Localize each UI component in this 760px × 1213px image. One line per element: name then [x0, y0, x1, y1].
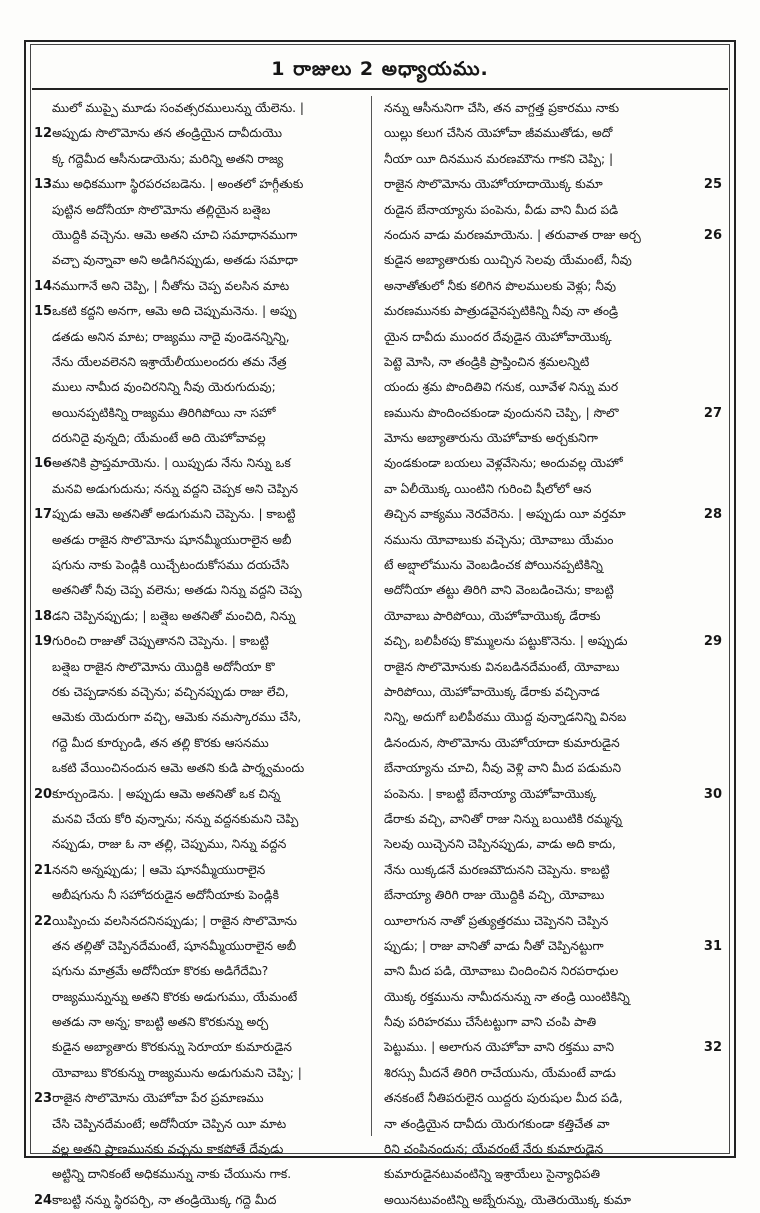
line-text: పారిపోయి, యెహోవాయొక్క డేరాకు వచ్చినాడ [384, 684, 600, 699]
verse-number: 23 [34, 1091, 53, 1107]
text-line [384, 223, 722, 248]
line-text: మనవి చేయ కోరి వున్నాను; నన్ను వద్దనకుమని చెప్పి [52, 811, 299, 826]
text-line [34, 451, 372, 476]
line-text: బేనాయ్యా తిరిగి రాజు యొద్దికి వచ్చి, యోవాబు [384, 888, 605, 903]
line-text: పెట్టె మోసి, నా తండ్రికి ప్రాప్తించిన శ్రమలన్నిటి [384, 354, 590, 369]
line-text: బేనాయ్యాను చూచి, నీవు వెళ్లి వాని మీద పడుమని [384, 761, 622, 776]
line-text: నముగానే అని చెప్పి, | నీతోను చెప్ప వలసిన మాట [52, 278, 290, 293]
text-line [34, 248, 372, 273]
text-line [384, 705, 722, 730]
line-text: అనాతోతులో నీకు కలిగిన పొలములకు వెళ్లు; నీవు [384, 278, 617, 293]
line-text: రకు చెప్పడానకు వచ్చెను; వచ్చినప్పుడు రాజు లేచి, [52, 684, 289, 699]
line-text: ఆమెకు యెదురుగా వచ్చి, ఆమెకు నమస్కారము చేసి, [52, 710, 302, 725]
line-text: యీలాగున నాతో ప్రత్యుత్తరము చెప్పెనని చెప్పిన [384, 913, 609, 928]
text-line [384, 1137, 722, 1162]
text-line [34, 401, 372, 426]
verse-number: 25 [703, 177, 722, 193]
verse-number: 15 [34, 304, 53, 320]
line-text: యైన దావీదు ముందర దేవుడైన యెహోవాయొక్క [384, 329, 612, 344]
text-line [34, 1137, 372, 1162]
text-line [34, 858, 372, 883]
verse-number: 31 [703, 938, 722, 954]
verse-number: 29 [703, 634, 722, 650]
line-text: నమును యోవాబుకు వచ్చెను; యోవాబు యేమం [384, 532, 614, 547]
line-text: కుమారుడైనటువంటిన్ని ఇశ్రాయేలు సైన్యాధిపతి [384, 1167, 601, 1182]
line-text: డతడు అనిన మాట; రాజ్యము నాదై వుండెనన్నిన్ని, [52, 329, 290, 344]
verse-number: 17 [34, 507, 53, 523]
verse-number: 26 [703, 227, 722, 243]
line-text: ము అధికముగా స్థిరపరచబడెను. | అంతలో హగ్గీతుకు [52, 177, 304, 192]
line-text: గురించి రాజుతో చెప్పుతానని చెప్పెను. | కాబట్టి [52, 634, 269, 649]
line-text: షగును నాకు పెండ్లికి యిచ్చేటందుకోసము దయచేసి [52, 558, 290, 573]
line-text: కుడైన అబ్యాతారుకు యిచ్చిన సెలవు యేమంటే, నీవు [384, 253, 632, 268]
text-line [384, 756, 722, 781]
text-line [34, 502, 372, 527]
text-line [34, 1112, 372, 1137]
text-line [34, 604, 372, 629]
verse-number: 13 [34, 177, 53, 193]
line-text: యొక్క రక్తమును నామీదనున్ను నా తండ్రి యింటికిన్ని [384, 989, 630, 1004]
text-line [384, 325, 722, 350]
text-line [384, 274, 722, 299]
line-text: యిప్పించు వలసినదనినప్పుడు; | రాజైన సొలొమోను [52, 913, 298, 928]
text-line [384, 909, 722, 934]
text-line [34, 985, 372, 1010]
line-text: రాజైన సొలొమోను యెహోయాదాయొక్క కుమా [384, 177, 603, 192]
line-text: నీవు పరిహరము చేసేటట్టుగా వాని చంపి పాతి [384, 1015, 597, 1030]
text-line [34, 274, 372, 299]
text-line [384, 1188, 722, 1213]
line-text: రుడైన బేనాయ్యాను పంపెను, వీడు వాని మీద పడి [384, 202, 619, 217]
page-header [32, 50, 728, 90]
text-line [34, 198, 372, 223]
line-text: నా తండ్రియైన దావీదు యెరుగకుండా కత్తిచేత వా [384, 1116, 610, 1131]
verse-number: 20 [34, 786, 53, 802]
text-line [384, 985, 722, 1010]
text-line [34, 655, 372, 680]
column-divider [371, 96, 372, 1136]
line-text: ఒకటి వేయించినందున ఆమె అతని కుడి పార్శ్వమందు [52, 761, 305, 776]
text-line [34, 528, 372, 553]
text-line [384, 350, 722, 375]
text-line [34, 1061, 372, 1086]
line-text: ననని అన్నప్పుడు; | ఆమె షూనమ్మీయురాలైన [52, 862, 266, 877]
text-line [384, 96, 722, 121]
text-line [34, 147, 372, 172]
text-line [34, 426, 372, 451]
text-line [34, 299, 372, 324]
line-text: నేను యేలవలెనని ఇశ్రాయేలీయులందరు తమ నేత్ర [52, 354, 287, 369]
text-line [34, 909, 372, 934]
line-text: నేను యిక్కడనే మరణమౌదునని చెప్పెను. కాబట్టి [384, 862, 610, 877]
text-line [34, 121, 372, 146]
text-line [384, 1010, 722, 1035]
text-line [34, 1035, 372, 1060]
line-text: ఒకటి కద్దని అనగా, ఆమె అది చెప్పుమనెను. | అప్పు [52, 304, 297, 319]
line-text: రాజ్యమున్నున్ను అతని కొరకు అడుగుము, యేమంటే [52, 989, 298, 1004]
line-text: కాబట్టి నన్ను స్థిరపర్చి, నా తండ్రియొక్క గద్దె మీద [52, 1192, 277, 1207]
text-line [34, 375, 372, 400]
text-line [384, 782, 722, 807]
line-text: మనవి అడుగుదును; నన్ను వద్దని చెప్పక అని చెప్పిన [52, 481, 299, 496]
text-line [384, 807, 722, 832]
verse-number: 14 [34, 278, 53, 294]
text-line [34, 223, 372, 248]
line-text: ప్పుడు ఆమె అతనితో అడుగుమని చెప్పెను. | కాబట్టి [52, 507, 296, 522]
line-text: ప్పుడు; | రాజు వానితో వాడు నీతో చెప్పినట్టుగా [384, 938, 604, 953]
text-line [34, 553, 372, 578]
text-line [384, 883, 722, 908]
text-line [384, 477, 722, 502]
text-line [384, 604, 722, 629]
verse-number: 12 [34, 126, 53, 142]
verse-number: 32 [703, 1040, 722, 1056]
line-text: మరణమునకు పాత్రుడవైనప్పటికిన్ని నీవు నా తండ్రి [384, 304, 619, 319]
text-line [384, 858, 722, 883]
text-line [34, 959, 372, 984]
line-text: యొద్దికి వచ్చెను. ఆమె అతని చూచి సమాధానముగా [52, 227, 298, 242]
line-text: నన్ను ఆసీనునిగా చేసి, తన వాగ్దత్త ప్రకారము నాకు [384, 101, 620, 115]
text-line [384, 248, 722, 273]
text-line [34, 934, 372, 959]
text-line [384, 1061, 722, 1086]
text-line [384, 502, 722, 527]
text-line [384, 680, 722, 705]
line-text: అతడు రాజైన సొలొమోను షూనమ్మీయురాలైన అబీ [52, 532, 292, 547]
line-text: పుట్టిన అదోనీయా సొలొమోను తల్లియైన బత్షెబ [52, 202, 271, 217]
line-text: అప్పుడు సొలొమోను తన తండ్రియైన దావీదుయొ [52, 126, 283, 141]
line-text: నిన్ని, అదుగో బలిపీఠము యొద్ద వున్నాడనిన్ని వినబ [384, 710, 627, 725]
text-line [384, 451, 722, 476]
line-text: రిని చంపినందున; యేవరంటే నేరు కుమారుడైన [384, 1142, 604, 1157]
text-line [384, 629, 722, 654]
text-line [384, 147, 722, 172]
text-line [34, 807, 372, 832]
line-text: మోను అబ్యాతారును యెహోవాకు అర్చకునిగా [384, 431, 598, 446]
text-line [384, 172, 722, 197]
line-text: నందున వాడు మరణమాయెను. | తరువాత రాజు అర్చ [384, 227, 641, 242]
text-line [34, 680, 372, 705]
line-text: ణమును పొందించకుండా వుందునని చెప్పి, | సొలొ [384, 405, 619, 420]
line-text: అతడు నా అన్న; కాబట్టి అతని కొరకున్ను అర్చ [52, 1015, 269, 1030]
line-text: అయినటువంటిన్ని అబ్నేరున్ను, యెతెరుయొక్క కుమా [384, 1192, 631, 1207]
line-text: వాని మీద పడి, యోవాబు చిందించిన నిరపరాధుల [384, 964, 619, 979]
line-text: డని చెప్పినప్పుడు; | బత్షెబ అతనితో మంచిది, నిన్ను [52, 608, 296, 623]
text-line [34, 731, 372, 756]
text-line [34, 782, 372, 807]
verse-number: 19 [34, 634, 53, 650]
text-line [34, 756, 372, 781]
line-text: వచ్చి, బలిపీఠపు కొమ్ములను పట్టుకొనెను. | అప్పుడు [384, 634, 628, 649]
verse-number: 24 [34, 1192, 53, 1208]
text-line [34, 1086, 372, 1111]
text-line [34, 325, 372, 350]
line-text: అబీషగును నీ సహోదరుడైన అదోనీయాకు పెండ్లికి [52, 888, 279, 903]
line-text: బత్షెబ రాజైన సొలొమోను యొద్దికి అదోనీయా కొ [52, 659, 275, 674]
text-line [34, 578, 372, 603]
line-text: కూర్చుండెను. | అప్పుడు ఆమె అతనితో ఒక చిన్న [52, 786, 281, 801]
text-line [384, 401, 722, 426]
text-line [384, 934, 722, 959]
line-text: రాజైన సొలొమోను యెహోవా పేర ప్రమాణము [52, 1091, 264, 1106]
text-line [384, 528, 722, 553]
line-text: తిచ్చిన వాక్యము నెరవేరెను. | అప్పుడు యీ వర్తమా [384, 507, 626, 522]
line-text: డేరాకు వచ్చి, వానితో రాజు నిన్ను బయిటికి రమ్మన్న [384, 811, 622, 826]
line-text: వచ్చా వున్నావా అని అడిగినప్పుడు, అతడు సమాధా [52, 253, 298, 268]
text-line [34, 96, 372, 121]
line-text: కుడైన అబ్యాతారు కొరకున్ను సెరూయా కుమారుడైన [52, 1040, 292, 1055]
line-text: నప్పుడు, రాజు ఓ నా తల్లి, చెప్పుము, నిన్ను వద్దన [52, 837, 287, 852]
line-text: అతనికి ప్రాప్తమాయెను. | యిప్పుడు నేను నిన్ను ఒక [52, 456, 291, 471]
line-text: డినందున, సొలొమోను యెహోయాదా కుమారుడైన [384, 735, 620, 750]
line-text: యోవాబు కొరకున్ను రాజ్యమును అడుగుమని చెప్పి; | [52, 1065, 302, 1080]
line-text: ములో ముప్పై మూడు సంవత్సరములున్ను యేలెను. | [52, 101, 305, 115]
text-line [34, 1162, 372, 1187]
line-text: వల్ల అతని ప్రాణమునకు వచ్చను కాకపోతే దేవుడు [52, 1142, 284, 1157]
line-text: పంపెను. | కాబట్టి బేనాయ్యా యెహోవాయొక్క [384, 786, 597, 801]
text-line [34, 832, 372, 857]
line-text: రాజైన సొలొమోనుకు వినబడినదేమంటే, యోవాబు [384, 659, 620, 674]
line-text: యిల్లు కలుగ చేసిన యెహోవా జీవముతోడు, అదో [384, 126, 613, 141]
line-text: షగును మాత్రమే అదోనీయా కొరకు అడిగేదేమి? [52, 964, 269, 979]
text-line [384, 731, 722, 756]
text-line [384, 121, 722, 146]
text-line [34, 1188, 372, 1213]
verse-number: 18 [34, 608, 53, 624]
text-line [34, 172, 372, 197]
line-text: వుండకుండా బయలు వెళ్లవేసెను; అందువల్ల యెహో [384, 456, 623, 471]
page-title: 1 రాజులు 2 అధ్యాయము. [271, 58, 489, 80]
line-text: అతనితో నీవు చెప్ప వలెను; అతడు నిన్ను వద్దని చెప్ప [52, 583, 302, 598]
text-line [384, 426, 722, 451]
text-line [34, 629, 372, 654]
verse-number: 30 [703, 786, 722, 802]
text-line [34, 477, 372, 502]
line-text: వా ఏలీయొక్క యింటిని గురించి షీలోలో ఆన [384, 481, 592, 496]
verse-number: 16 [34, 456, 53, 472]
line-text: శిరస్సు మీదనే తిరిగి రాచేయును, యేమంటే వాడు [384, 1065, 616, 1080]
text-line [34, 350, 372, 375]
text-line [384, 1086, 722, 1111]
line-text: యందు శ్రమ పొందితివి గనుక, యీవేళ నిన్ను మర [384, 380, 619, 395]
text-line [384, 198, 722, 223]
text-line [34, 883, 372, 908]
verse-number: 21 [34, 862, 53, 878]
text-line [384, 375, 722, 400]
line-text: చేసి చెప్పినదేమంటే; అదోనీయా చెప్పిన యీ మాట [52, 1116, 287, 1131]
text-line [384, 1162, 722, 1187]
text-line [384, 299, 722, 324]
text-line [34, 705, 372, 730]
line-text: దరునిదై వున్నది; యేమంటే అది యెహోవావల్ల [52, 431, 266, 446]
text-line [384, 832, 722, 857]
line-text: అయినప్పటికిన్ని రాజ్యము తిరిగిపోయి నా సహో [52, 405, 276, 420]
right-column [384, 96, 722, 1207]
line-text: నీయా యీ దినమున మరణమౌను గాకని చెప్పి; | [384, 151, 614, 166]
line-text: పెట్టుము. | అలాగున యెహోవా వాని రక్తము వాని [384, 1040, 615, 1055]
line-text: అట్టిన్ని దానికంటే అధికమున్ను నాకు చేయును గాక. [52, 1167, 292, 1182]
text-line [384, 578, 722, 603]
line-text: తనకంటే నీతిపరులైన యిద్దరు పురుషుల మీద పడి, [384, 1091, 623, 1106]
line-text: యోవాబు పారిపోయి, యెహోవాయొక్క డేరాకు [384, 608, 601, 623]
line-text: ములు నామీద వుంచిరనిన్ని నీవు యెరుగుదువు; [52, 380, 276, 395]
line-text: సెలవు యిచ్చెనని చెప్పినప్పుడు, వాడు అది కాదు, [384, 837, 616, 852]
text-line [384, 1112, 722, 1137]
text-line [384, 553, 722, 578]
line-text: క్క గద్దెమీద ఆసీనుడాయెను; మరిన్ని అతని రాజ్య [52, 151, 284, 166]
line-text: తన తల్లితో చెప్పినదేమంటే, షూనమ్మీయురాలైన అబీ [52, 938, 297, 953]
left-column [34, 96, 372, 1208]
line-text: అదోనీయా తట్టు తిరిగి వాని వెంబడించెను; కాబట్టి [384, 583, 614, 598]
line-text: టే అబ్షాలోమును వెంబడించక పోయినప్పటికిన్ని [384, 558, 603, 573]
text-line [384, 655, 722, 680]
text-line [384, 1035, 722, 1060]
verse-number: 22 [34, 913, 53, 929]
verse-number: 28 [703, 507, 722, 523]
verse-number: 27 [703, 405, 722, 421]
text-line [34, 1010, 372, 1035]
text-line [384, 959, 722, 984]
line-text: గద్దె మీద కూర్చుండి, తన తల్లి కొరకు ఆసనము [52, 735, 269, 750]
